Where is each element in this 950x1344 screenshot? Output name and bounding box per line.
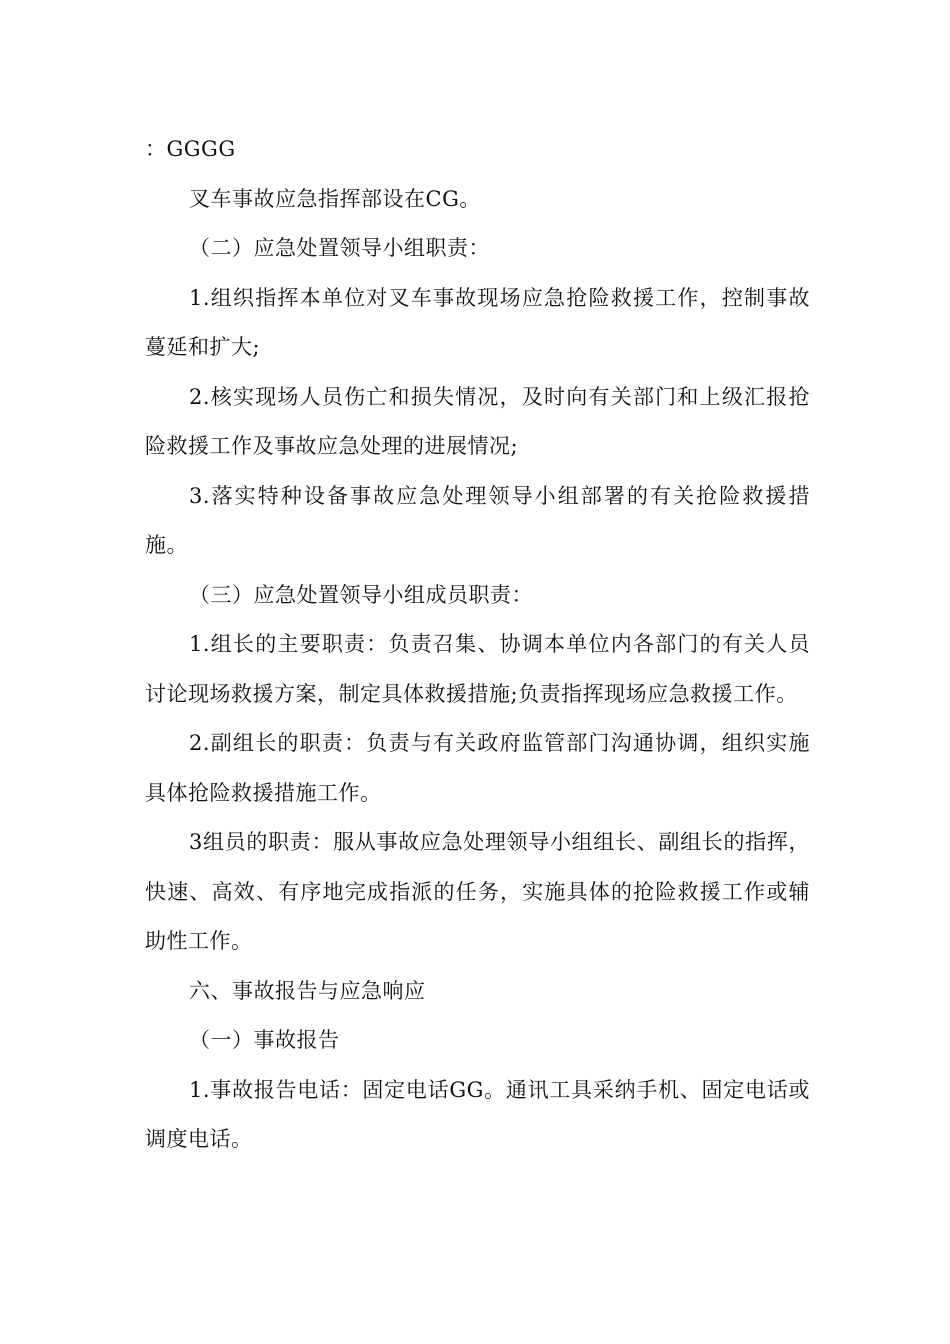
paragraph-report-phone: 1.事故报告电话：固定电话GG。通讯工具采纳手机、固定电话或调度电话。 bbox=[145, 1077, 810, 1151]
paragraph-leader-duties: 1.组长的主要职责：负责召集、协调本单位内各部门的有关人员讨论现场救援方案，制定具体救援措施;负责指挥现场应急救援工作。 bbox=[145, 632, 810, 706]
paragraph-duty-3: 3.落实特种设备事故应急处理领导小组部署的有关抢险救援措施。 bbox=[145, 483, 810, 557]
chapter-heading-accident-report-response: 六、事故报告与应急响应 bbox=[189, 978, 426, 1003]
paragraph-duty-2: 2.核实现场人员伤亡和损失情况，及时向有关部门和上级汇报抢险救援工作及事故应急处理的进展情况; bbox=[145, 384, 810, 458]
document-body bbox=[145, 125, 810, 1165]
paragraph-deputy-leader-duties: 2.副组长的职责：负责与有关政府监管部门沟通协调，组织实施具体抢险救援措施工作。 bbox=[145, 731, 810, 805]
paragraph-member-duties: 3组员的职责：服从事故应急处理领导小组组长、副组长的指挥，快速、高效、有序地完成指派的任务，实施具体的抢险救援工作或辅助性工作。 bbox=[145, 830, 810, 953]
paragraph-command-location: 叉车事故应急指挥部设在CG。 bbox=[189, 186, 481, 211]
section-heading-accident-report: （一）事故报告 bbox=[189, 1028, 340, 1052]
section-heading-member-duties: （三）应急处置领导小组成员职责： bbox=[189, 582, 533, 607]
paragraph-contact-fragment: ：GGGG bbox=[145, 137, 236, 161]
section-heading-leader-group-duties: （二）应急处置领导小组职责： bbox=[189, 236, 490, 260]
paragraph-duty-1: 1.组织指挥本单位对叉车事故现场应急抢险救援工作，控制事故蔓延和扩大; bbox=[145, 285, 810, 359]
